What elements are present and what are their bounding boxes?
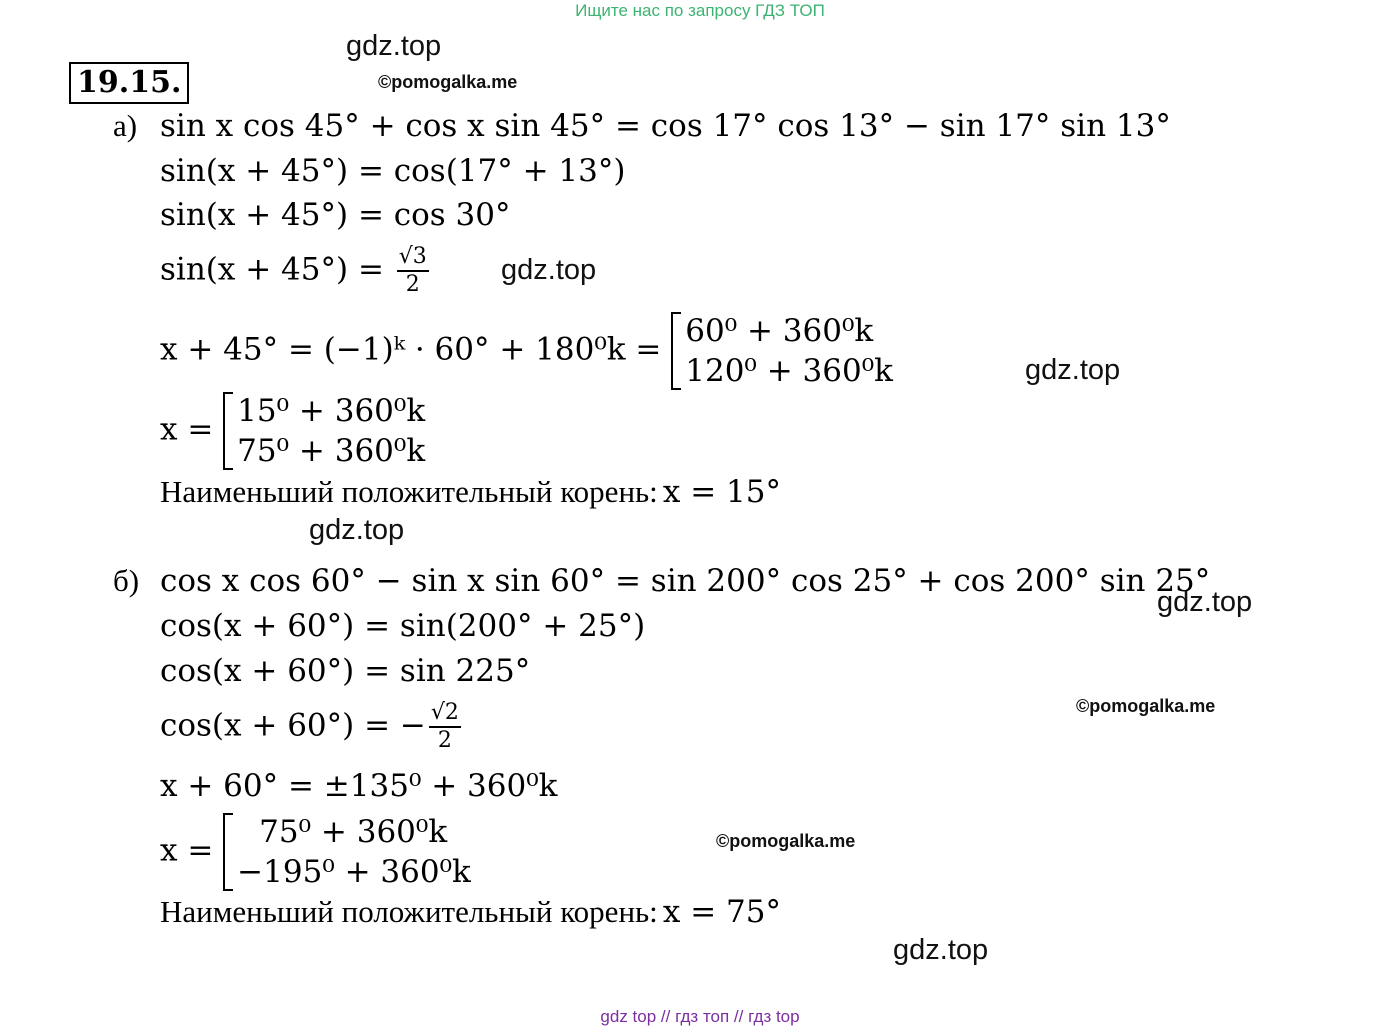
- part-b-label: б): [113, 563, 140, 598]
- fraction: [429, 700, 461, 754]
- answer-text: Наименьший положительный корень:: [160, 474, 658, 509]
- answer-text: Наименьший положительный корень:: [160, 894, 658, 929]
- watermark-gdz: gdz.top: [501, 254, 597, 286]
- solution-set: [671, 311, 893, 391]
- fraction-denominator: 2: [437, 728, 452, 753]
- fraction-denominator: 2: [405, 272, 420, 297]
- watermark-gdz: gdz.top: [346, 30, 442, 62]
- part-b-answer: [160, 894, 781, 930]
- part-a-line-2: sin(x + 45°) = cos(17° + 13°): [160, 153, 626, 189]
- square-bracket: [671, 312, 681, 390]
- copyright-watermark: ©pomogalka.me: [378, 72, 518, 92]
- solution-set: [223, 812, 471, 892]
- part-b-line-6-left: x =: [160, 832, 224, 869]
- problem-number: 19.15.: [69, 62, 189, 104]
- answer-math: x = 15°: [662, 474, 782, 510]
- part-b-line-1: cos x cos 60° − sin x sin 60° = sin 200° cos 25° + cos 200° sin 25°: [160, 563, 1211, 599]
- part-a-answer: [160, 474, 781, 510]
- part-a-line-6-left: x =: [160, 411, 224, 448]
- part-b-line-3: cos(x + 60°) = sin 225°: [160, 653, 531, 689]
- watermark-gdz: gdz.top: [893, 934, 989, 966]
- fraction-numerator: √3: [397, 244, 429, 272]
- watermark-gdz: gdz.top: [309, 514, 405, 546]
- fraction: [397, 244, 429, 298]
- solution-row: −195⁰ + 360⁰k: [237, 854, 471, 890]
- part-b-line-6: [160, 812, 471, 892]
- solution-row: 60⁰ + 360⁰k: [685, 313, 874, 349]
- top-banner: Ищите нас по запросу ГДЗ ТОП: [575, 1, 825, 20]
- part-b-line-5: x + 60° = ±135⁰ + 360⁰k: [160, 768, 558, 804]
- part-a-line-3: sin(x + 45°) = cos 30°: [160, 197, 511, 233]
- part-b-line-4: [160, 700, 464, 754]
- watermark-gdz: gdz.top: [1157, 586, 1253, 618]
- watermark-gdz: gdz.top: [1025, 354, 1121, 386]
- solution-row: 75⁰ + 360⁰k: [259, 814, 448, 850]
- fraction-numerator: √2: [429, 700, 461, 728]
- part-a-line-4: [160, 244, 432, 298]
- part-a-line-5-left: x + 45° = (−1)ᵏ · 60° + 180⁰k =: [160, 331, 672, 368]
- solution-row: 120⁰ + 360⁰k: [685, 353, 893, 389]
- copyright-watermark: ©pomogalka.me: [716, 831, 856, 851]
- solution-row: 75⁰ + 360⁰k: [237, 433, 426, 469]
- part-a-line-1: sin x cos 45° + cos x sin 45° = cos 17° cos 13° − sin 17° sin 13°: [160, 108, 1171, 144]
- copyright-watermark: ©pomogalka.me: [1076, 696, 1216, 716]
- answer-math: x = 75°: [662, 894, 782, 930]
- solution-row: 15⁰ + 360⁰k: [237, 393, 426, 429]
- part-a-line-4-left: sin(x + 45°) =: [160, 251, 394, 288]
- part-a-label: а): [113, 108, 138, 143]
- square-bracket: [223, 392, 233, 470]
- part-b-line-4-left: cos(x + 60°) = −: [160, 707, 426, 744]
- solution-set: [223, 391, 425, 471]
- square-bracket: [223, 813, 233, 891]
- part-a-line-5: [160, 311, 893, 391]
- footer-links[interactable]: gdz top // гдз топ // гдз top: [600, 1007, 800, 1026]
- part-b-line-2: cos(x + 60°) = sin(200° + 25°): [160, 608, 646, 644]
- part-a-line-6: [160, 391, 425, 471]
